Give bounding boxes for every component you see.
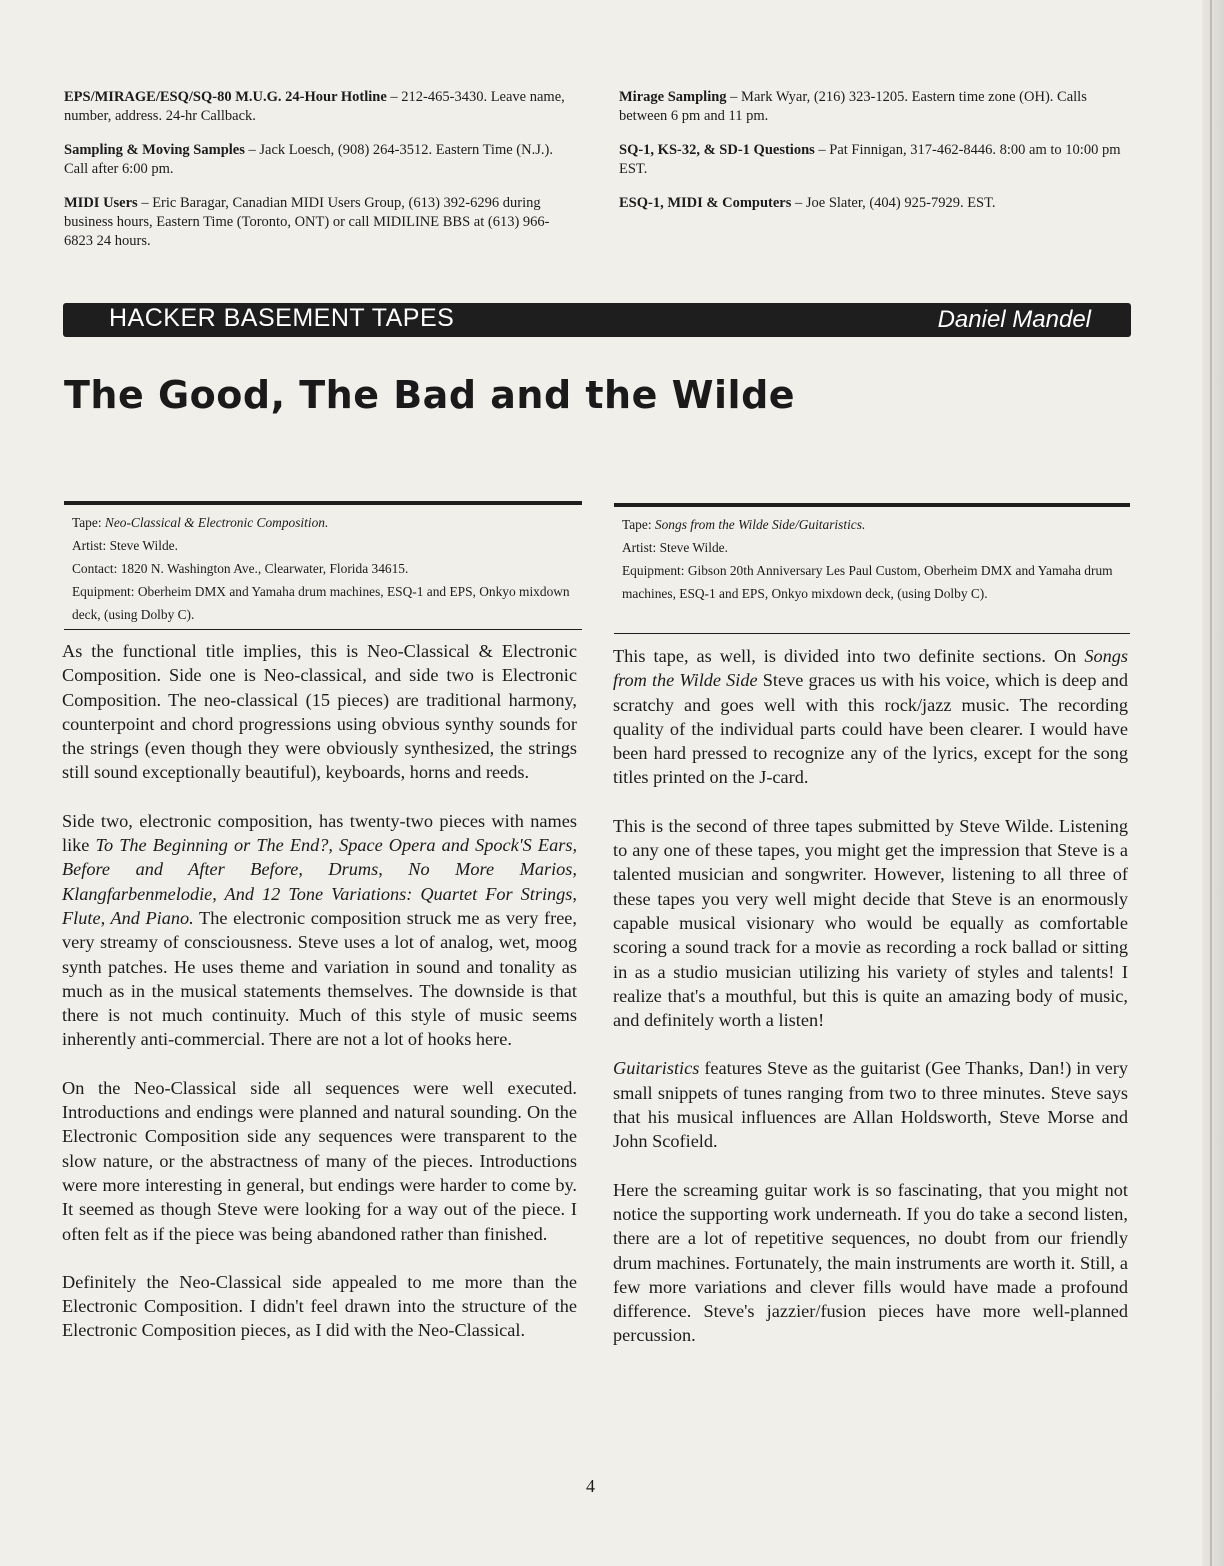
hotline-column-right [619,88,1134,228]
article-column-right [613,644,1128,1372]
section-banner [63,303,1131,337]
equipment-line: Equipment: Oberheim DMX and Yamaha drum machines, ESQ-1 and EPS, Onkyo mixdown deck, (using Dolby C). [72,584,570,622]
paragraph: As the functional title implies, this is Neo-Classical & Electronic Composition. Side one is Neo-classical, and side two is Electronic Composition. The neo-classical (15 pieces) are traditional harmony, counterpoint and chord progressions using obvious synthy sounds for the strings (even though they were obviously synthesized, the strings still sound exceptionally beautiful), keyboards, horns and reeds. [62,641,577,783]
paragraph: Here the screaming guitar work is so fascinating, that you might not notice the supporting work underneath. If you do take a second listen, there are a lot of repetitive sequences, no doubt from our friendly drum machines. Fortunately, the main instruments are worth it. Still, a few more variations and clever fills would have made a profound difference. Steve's jazzier/fusion pieces have more well-planned percussion. [613,1179,1128,1346]
hotline-entry: SQ-1, KS-32, & SD-1 Questions – Pat Finnigan, 317-462-8446. 8:00 am to 10:00 pm EST. [619,142,1121,177]
paragraph: Side two, electronic composition, has twenty-two pieces with names like To The Beginning or The End?, Space Opera and Spock'S Ears, Before and After Before, Drums, No More Marios, Klangfarbenmelodie, And 12 Tone Variations: Quartet For Strings, Flute, And Piano. The electronic composition struck me as very free, very streamy of consciousness. Steve uses a lot of analog, wet, moog synth patches. He uses theme and variation in sound and tonality as much as in the musical statements themselves. The downside is that there is not much continuity. Much of this style of music seems inherently anti-commercial. There are not a lot of hooks here. [62,810,578,1050]
paragraph: Definitely the Neo-Classical side appealed to me more than the Electronic Composition. I didn't feel drawn into the structure of the Electronic Composition pieces, as I did with the Neo-Classical. [62,1271,577,1341]
article-headline: The Good, The Bad and the Wilde [64,373,796,417]
paragraph: This tape, as well, is divided into two definite sections. On Songs from the Wilde Side Steve graces us with his voice, which is deep and scratchy and goes well with this rock/jazz music. The recording quality of the individual parts could have been clearer. I would have been hard pressed to recognize any of the lyrics, except for the song titles printed on the J-card. [613,646,1129,788]
author-name: Daniel Mandel [937,306,1091,333]
hotline-listing [64,88,1134,268]
tape-line: Tape: Neo-Classical & Electronic Composition. [72,515,329,530]
hotline-entry: MIDI Users – Eric Baragar, Canadian MIDI Users Group, (613) 392-6296 during business hours, Eastern Time (Toronto, ONT) or call MIDILINE BBS at (613) 966-6823 24 hours. [64,195,550,249]
contact-line: Contact: 1820 N. Washington Ave., Clearwater, Florida 34615. [72,561,409,576]
hotline-entry: EPS/MIRAGE/ESQ/SQ-80 M.U.G. 24-Hour Hotline – 212-465-3430. Leave name, number, address. 24-hr Callback. [64,89,565,124]
page-number: 4 [586,1476,595,1496]
paragraph: On the Neo-Classical side all sequences were well executed. Introductions and endings were planned and natural sounding. On the Electronic Composition side any sequences were transparent to the slow nature, or the abstractness of many of the pieces. Introductions were more interesting in general, but endings were harder to come by. It seemed as though Steve were looking for a way out of the piece. I often felt as if the piece was being abandoned rather than finished. [62,1077,577,1244]
hotline-entry: Sampling & Moving Samples – Jack Loesch, (908) 264-3512. Eastern Time (N.J.). Call after 6:00 pm. [64,142,553,177]
section-title: HACKER BASEMENT TAPES [109,304,455,332]
paragraph: Guitaristics features Steve as the guitarist (Gee Thanks, Dan!) in very small snippets of tunes ranging from two to three minutes. Steve says that his musical influences are Allan Holdsworth, Steve Morse and John Scofield. [613,1058,1128,1152]
tape-line: Tape: Songs from the Wilde Side/Guitaristics. [622,517,866,532]
hotline-entry: Mirage Sampling – Mark Wyar, (216) 323-1205. Eastern time zone (OH). Calls between 6 pm and 11 pm. [619,89,1087,124]
hotline-column-left [64,88,578,266]
article-column-left [62,639,577,1367]
page-edge-shadow [1202,0,1224,1566]
artist-line: Artist: Steve Wilde. [622,540,728,555]
tape-info-right [614,507,1130,633]
hotline-entry: ESQ-1, MIDI & Computers – Joe Slater, (404) 925-7929. EST. [619,195,996,211]
tape-info-left [64,505,582,629]
equipment-line: Equipment: Gibson 20th Anniversary Les Paul Custom, Oberheim DMX and Yamaha drum machines, ESQ-1 and EPS, Onkyo mixdown deck, (using Dolby C). [622,563,1113,601]
paragraph: This is the second of three tapes submitted by Steve Wilde. Listening to any one of these tapes, you might get the impression that Steve is a talented musician and songwriter. However, listening to all three of these tapes you very well might decide that Steve is an enormously capable musical visionary who would be equally as comfortable scoring a sound track for a movie as recording a rock ballad or sitting in as a studio musician utilizing his variety of styles and talents! I realize that's a mouthful, but this is quite an amazing body of music, and definitely worth a listen! [613,815,1128,1031]
artist-line: Artist: Steve Wilde. [72,538,178,553]
